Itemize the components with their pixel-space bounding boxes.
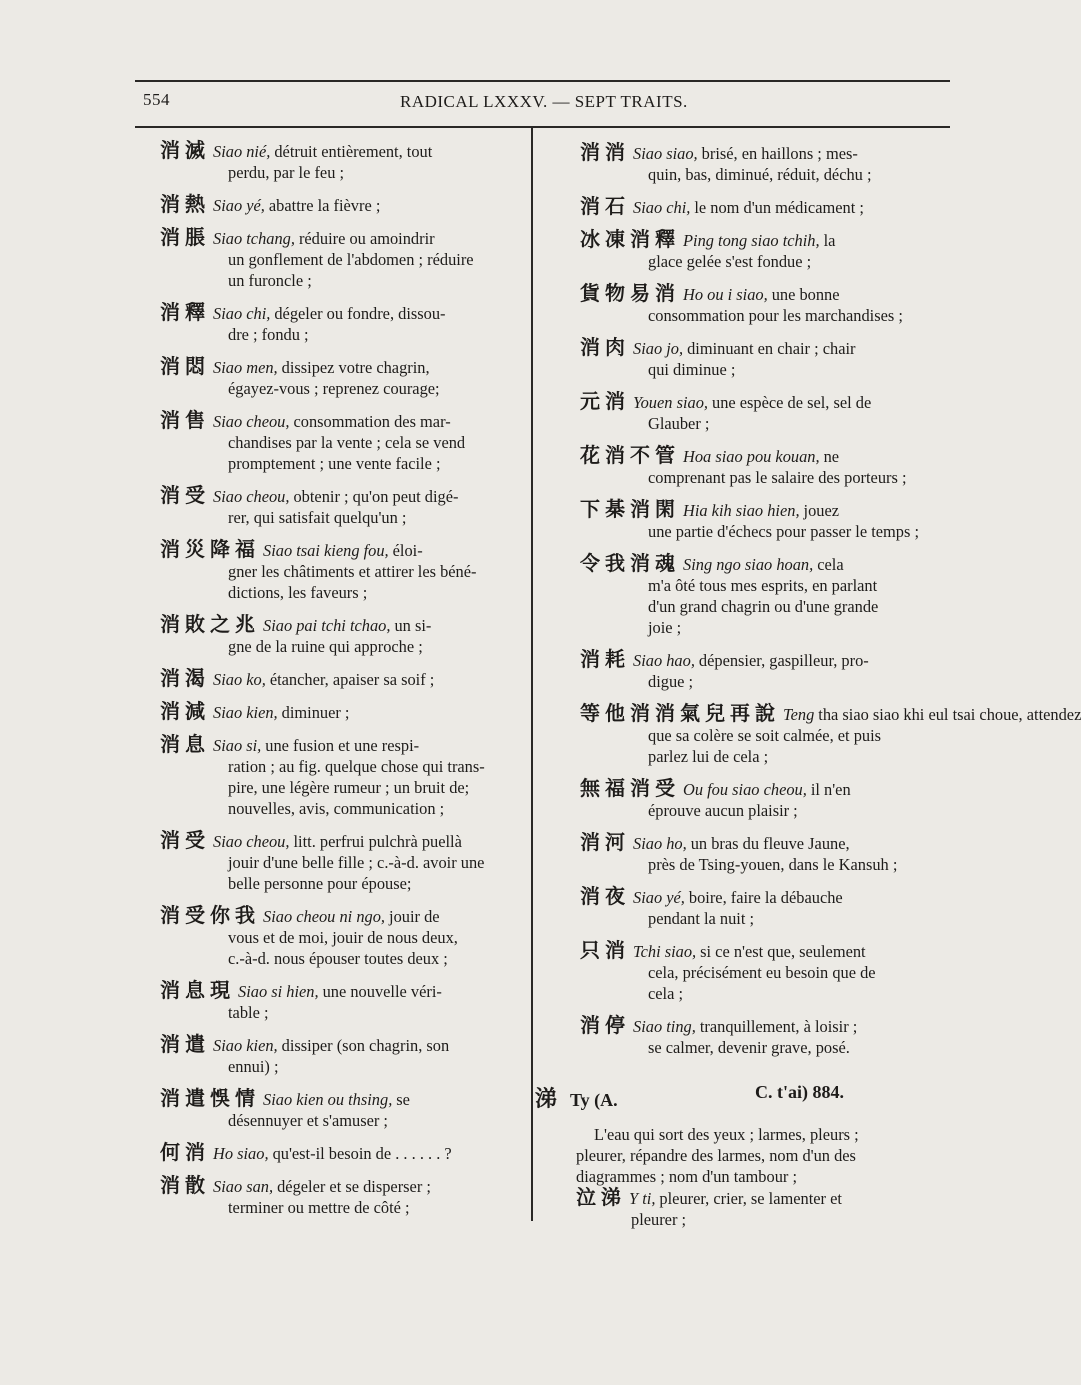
entry-first-line bbox=[160, 140, 528, 162]
entry-characters: 消消 bbox=[580, 140, 630, 164]
entry-definition: consommation pour les marchandises ; bbox=[648, 306, 903, 325]
entry-definition: pendant la nuit ; bbox=[648, 909, 755, 928]
entry-characters: 消悶 bbox=[160, 354, 210, 378]
entry-definition: glace gelée s'est fondue ; bbox=[648, 252, 812, 271]
entry-characters: 消減 bbox=[160, 699, 210, 723]
dictionary-entry bbox=[580, 701, 1081, 767]
entry-romanization: Y ti, bbox=[629, 1189, 656, 1208]
entry-first-line bbox=[580, 832, 952, 854]
entry-romanization: Siao tchang, bbox=[213, 229, 295, 248]
entry-definition: Glauber ; bbox=[648, 414, 710, 433]
entry-definition: égayez-vous ; reprenez courage; bbox=[228, 379, 440, 398]
entry-definition: perdu, par le feu ; bbox=[228, 163, 345, 182]
left-column bbox=[160, 140, 528, 1229]
entry-definition: parlez lui de cela ; bbox=[648, 747, 769, 766]
entry-definition: jouir d'une belle fille ; c.-à-d. avoir une bbox=[228, 853, 485, 872]
column-divider bbox=[531, 126, 533, 1221]
entry-romanization: Siao jo, bbox=[633, 339, 684, 358]
entry-definition: dissiper (son chagrin, son bbox=[281, 1036, 450, 1055]
entry-romanization: Siao hao, bbox=[633, 651, 695, 670]
entry-first-line bbox=[160, 194, 528, 216]
entry-definition: tranquillement, à loisir ; bbox=[699, 1017, 858, 1036]
entry-romanization: Siao san, bbox=[213, 1177, 274, 1196]
dictionary-entry bbox=[160, 701, 528, 723]
dictionary-entry bbox=[160, 668, 528, 690]
entry-romanization: Siao chi, bbox=[213, 304, 271, 323]
entry-definition: jouez bbox=[803, 501, 840, 520]
entry-characters: 消受你我 bbox=[160, 903, 260, 927]
entry-first-line bbox=[160, 734, 528, 756]
entry-definition: dissipez votre chagrin, bbox=[281, 358, 430, 377]
section-line: diagrammes ; nom d'un tambour ; bbox=[576, 1167, 798, 1186]
dictionary-entry bbox=[580, 1015, 952, 1058]
entry-definition: table ; bbox=[228, 1003, 269, 1022]
section-line: L'eau qui sort des yeux ; larmes, pleurs ; bbox=[594, 1125, 859, 1144]
entry-definition: c.-à-d. nous épouser toutes deux ; bbox=[228, 949, 448, 968]
entry-definition: tha siao siao khi eul tsai choue, attendez bbox=[818, 705, 1081, 724]
entry-characters: 只消 bbox=[580, 938, 630, 962]
entry-characters: 消熱 bbox=[160, 192, 210, 216]
entry-characters: 消渴 bbox=[160, 666, 210, 690]
entry-romanization: Siao kien, bbox=[213, 1036, 278, 1055]
entry-definition: nouvelles, avis, communication ; bbox=[228, 799, 445, 818]
dictionary-entry bbox=[580, 778, 952, 821]
page-number: 554 bbox=[143, 90, 170, 109]
entry-characters: 消受 bbox=[160, 483, 210, 507]
entry-definition: qui diminue ; bbox=[648, 360, 736, 379]
entry-first-line bbox=[160, 539, 528, 561]
entry-romanization: Siao men, bbox=[213, 358, 278, 377]
entry-definition: éprouve aucun plaisir ; bbox=[648, 801, 798, 820]
entry-characters: 消售 bbox=[160, 408, 210, 432]
dictionary-entry bbox=[580, 886, 952, 929]
entry-definition: dégeler et se disperser ; bbox=[277, 1177, 431, 1196]
entry-definition: boire, faire la débauche bbox=[688, 888, 843, 907]
entry-romanization: Siao yé, bbox=[633, 888, 685, 907]
running-title: RADICAL LXXXV. — SEPT TRAITS. bbox=[400, 92, 688, 111]
entry-romanization: Siao tsai kieng fou, bbox=[263, 541, 389, 560]
entry-definition: terminer ou mettre de côté ; bbox=[228, 1198, 410, 1217]
entry-definition: promptement ; une vente facile ; bbox=[228, 454, 441, 473]
entry-definition: que sa colère se soit calmée, et puis bbox=[648, 726, 882, 745]
entry-romanization: Siao cheou, bbox=[213, 832, 290, 851]
entry-definition: réduire ou amoindrir bbox=[298, 229, 435, 248]
entry-definition: dre ; fondu ; bbox=[228, 325, 309, 344]
entry-definition: pleurer ; bbox=[631, 1210, 687, 1229]
header-rule-bottom bbox=[135, 126, 950, 128]
entry-romanization: Youen siao, bbox=[633, 393, 708, 412]
section-body bbox=[576, 1124, 948, 1230]
entry-definition: se bbox=[396, 1090, 410, 1109]
entry-first-line bbox=[580, 940, 952, 962]
dictionary-entry bbox=[160, 980, 528, 1023]
entry-romanization: Hia kih siao hien, bbox=[683, 501, 800, 520]
entry-romanization: Ho ou i siao, bbox=[683, 285, 768, 304]
section-title: Ty (A. bbox=[570, 1090, 618, 1110]
entry-definition: rer, qui satisfait quelqu'un ; bbox=[228, 508, 407, 527]
entry-definition: belle personne pour épouse; bbox=[228, 874, 412, 893]
entry-definition: cela bbox=[817, 555, 844, 574]
entry-definition: éloi- bbox=[392, 541, 423, 560]
entry-definition: près de Tsing-youen, dans le Kansuh ; bbox=[648, 855, 898, 874]
entry-definition: comprenant pas le salaire des porteurs ; bbox=[648, 468, 907, 487]
entry-romanization: Teng bbox=[783, 705, 815, 724]
entry-characters: 元消 bbox=[580, 389, 630, 413]
entry-characters: 下棊消閑 bbox=[580, 497, 680, 521]
entry-definition: la bbox=[823, 231, 836, 250]
dictionary-entry bbox=[160, 1142, 528, 1164]
entry-characters: 貨物易消 bbox=[580, 281, 680, 305]
entry-characters: 消河 bbox=[580, 830, 630, 854]
header-rule-top bbox=[135, 80, 950, 82]
entry-characters: 消停 bbox=[580, 1013, 630, 1037]
entry-definition: ennui) ; bbox=[228, 1057, 279, 1076]
entry-definition: se calmer, devenir grave, posé. bbox=[648, 1038, 850, 1057]
entry-characters: 令我消魂 bbox=[580, 551, 680, 575]
dictionary-entry bbox=[580, 142, 952, 185]
entry-romanization: Siao si hien, bbox=[238, 982, 319, 1001]
entry-definition: le nom d'un médicament ; bbox=[694, 198, 864, 217]
entry-first-line bbox=[160, 1175, 528, 1197]
entry-first-line bbox=[580, 196, 952, 218]
entry-definition: jouir de bbox=[389, 907, 440, 926]
dictionary-entry bbox=[160, 614, 528, 657]
entry-characters: 泣涕 bbox=[576, 1185, 626, 1209]
entry-characters: 消息現 bbox=[160, 978, 235, 1002]
entry-characters: 消耗 bbox=[580, 647, 630, 671]
right-column bbox=[580, 140, 1081, 1069]
dictionary-entry bbox=[160, 194, 528, 216]
dictionary-entry bbox=[160, 1034, 528, 1077]
entry-romanization: Siao cheou, bbox=[213, 487, 290, 506]
entry-characters: 消遣 bbox=[160, 1032, 210, 1056]
dictionary-entry bbox=[580, 283, 952, 326]
dictionary-entry bbox=[160, 356, 528, 399]
entry-romanization: Siao nié, bbox=[213, 142, 271, 161]
entry-definition: pleurer, crier, se lamenter et bbox=[659, 1189, 842, 1208]
entry-first-line bbox=[160, 701, 528, 723]
entry-first-line bbox=[580, 142, 952, 164]
entry-first-line bbox=[160, 980, 528, 1002]
entry-first-line bbox=[580, 701, 1081, 725]
entry-characters: 消災降福 bbox=[160, 537, 260, 561]
entry-definition: ne bbox=[823, 447, 840, 466]
entry-first-line bbox=[160, 485, 528, 507]
dictionary-entry bbox=[160, 227, 528, 291]
entry-characters: 消脹 bbox=[160, 225, 210, 249]
entry-definition: dépensier, gaspilleur, pro- bbox=[698, 651, 869, 670]
entry-first-line bbox=[160, 830, 528, 852]
entry-characters: 消息 bbox=[160, 732, 210, 756]
dictionary-entry bbox=[160, 410, 528, 474]
entry-definition: quin, bas, diminué, réduit, déchu ; bbox=[648, 165, 872, 184]
sub-entry bbox=[576, 1187, 948, 1209]
entry-definition: chandises par la vente ; cela se vend bbox=[228, 433, 466, 452]
entry-definition: un bras du fleuve Jaune, bbox=[690, 834, 850, 853]
entry-definition: obtenir ; qu'on peut digé- bbox=[293, 487, 459, 506]
entry-definition: il n'en bbox=[810, 780, 851, 799]
entry-definition: m'a ôté tous mes esprits, en parlant bbox=[648, 576, 878, 595]
entry-definition: si ce n'est que, seulement bbox=[700, 942, 866, 961]
dictionary-entry bbox=[580, 337, 952, 380]
dictionary-entry bbox=[160, 830, 528, 894]
entry-first-line bbox=[580, 337, 952, 359]
entry-first-line bbox=[160, 1142, 528, 1164]
entry-characters: 等他消消氣兒再說 bbox=[580, 701, 780, 725]
entry-first-line bbox=[580, 499, 952, 521]
dictionary-entry bbox=[160, 302, 528, 345]
entry-romanization: Siao ho, bbox=[633, 834, 687, 853]
entry-first-line bbox=[160, 905, 528, 927]
section-character: 涕 bbox=[535, 1087, 563, 1112]
entry-definition: litt. perfrui pulchrà puellà bbox=[293, 832, 462, 851]
entry-romanization: Siao ting, bbox=[633, 1017, 696, 1036]
entry-characters: 消石 bbox=[580, 194, 630, 218]
entry-romanization: Ping tong siao tchih, bbox=[683, 231, 820, 250]
entry-definition: cela, précisément eu besoin que de bbox=[648, 963, 876, 982]
entry-romanization: Ou fou siao cheou, bbox=[683, 780, 807, 799]
entry-characters: 消敗之兆 bbox=[160, 612, 260, 636]
entry-romanization: Siao cheou ni ngo, bbox=[263, 907, 386, 926]
entry-first-line bbox=[160, 1034, 528, 1056]
entry-definition: d'un grand chagrin ou d'une grande bbox=[648, 597, 879, 616]
dictionary-entry bbox=[160, 734, 528, 819]
dictionary-entry bbox=[160, 485, 528, 528]
dictionary-entry bbox=[580, 499, 952, 542]
entry-first-line bbox=[160, 1088, 528, 1110]
entry-definition: étancher, apaiser sa soif ; bbox=[269, 670, 435, 689]
entry-first-line bbox=[580, 283, 952, 305]
entry-definition: dégeler ou fondre, dissou- bbox=[274, 304, 446, 323]
entry-first-line bbox=[580, 553, 952, 575]
section-reference: C. t'ai) 884. bbox=[755, 1082, 844, 1102]
entry-romanization: Tchi siao, bbox=[633, 942, 697, 961]
entry-first-line bbox=[160, 668, 528, 690]
entry-first-line bbox=[160, 356, 528, 378]
entry-definition: une fusion et une respi- bbox=[265, 736, 420, 755]
entry-romanization: Siao ko, bbox=[213, 670, 266, 689]
dictionary-entry bbox=[580, 940, 952, 1004]
dictionary-entry bbox=[580, 553, 952, 638]
entry-romanization: Siao cheou, bbox=[213, 412, 290, 431]
entry-definition: brisé, en haillons ; mes- bbox=[701, 144, 858, 163]
entry-romanization: Siao yé, bbox=[213, 196, 265, 215]
entry-first-line bbox=[580, 886, 952, 908]
entry-definition: une espèce de sel, sel de bbox=[712, 393, 872, 412]
entry-definition: gner les châtiments et attirer les béné- bbox=[228, 562, 477, 581]
entry-first-line bbox=[580, 445, 952, 467]
entry-characters: 冰凍消釋 bbox=[580, 227, 680, 251]
entry-definition: une nouvelle véri- bbox=[322, 982, 442, 1001]
dictionary-entry bbox=[580, 832, 952, 875]
entry-romanization: Siao kien, bbox=[213, 703, 278, 722]
entry-first-line bbox=[580, 778, 952, 800]
entry-definition: un si- bbox=[394, 616, 432, 635]
entry-romanization: Siao siao, bbox=[633, 144, 698, 163]
entry-first-line bbox=[580, 229, 952, 251]
entry-romanization: Hoa siao pou kouan, bbox=[683, 447, 820, 466]
entry-first-line bbox=[160, 410, 528, 432]
dictionary-entry bbox=[160, 905, 528, 969]
entry-definition: diminuant en chair ; chair bbox=[687, 339, 856, 358]
entry-romanization: Siao chi, bbox=[633, 198, 691, 217]
entry-definition: qu'est-il besoin de . . . . . . ? bbox=[272, 1144, 452, 1163]
dictionary-entry bbox=[580, 391, 952, 434]
dictionary-entry bbox=[580, 649, 952, 692]
dictionary-entry bbox=[160, 140, 528, 183]
entry-first-line bbox=[160, 227, 528, 249]
entry-definition: consommation des mar- bbox=[293, 412, 451, 431]
dictionary-entry bbox=[580, 445, 952, 488]
entry-romanization: Siao kien ou thsing, bbox=[263, 1090, 393, 1109]
entry-definition: désennuyer et s'amuser ; bbox=[228, 1111, 388, 1130]
entry-characters: 何消 bbox=[160, 1140, 210, 1164]
entry-first-line bbox=[580, 649, 952, 671]
entry-characters: 消受 bbox=[160, 828, 210, 852]
entry-definition: détruit entièrement, tout bbox=[274, 142, 433, 161]
entry-definition: abattre la fièvre ; bbox=[268, 196, 381, 215]
entry-characters: 消肉 bbox=[580, 335, 630, 359]
entry-characters: 消釋 bbox=[160, 300, 210, 324]
entry-definition: vous et de moi, jouir de nous deux, bbox=[228, 928, 458, 947]
dictionary-entry bbox=[580, 229, 952, 272]
entry-definition: une partie d'échecs pour passer le temps ; bbox=[648, 522, 920, 541]
entry-definition: digue ; bbox=[648, 672, 694, 691]
section-line: pleurer, répandre des larmes, nom d'un des bbox=[576, 1146, 856, 1165]
entry-definition: cela ; bbox=[648, 984, 684, 1003]
section-heading bbox=[535, 1082, 895, 1113]
dictionary-entry bbox=[580, 196, 952, 218]
dictionary-entry bbox=[160, 539, 528, 603]
entry-definition: ration ; au fig. quelque chose qui trans- bbox=[228, 757, 485, 776]
entry-definition: joie ; bbox=[648, 618, 682, 637]
entry-first-line bbox=[580, 1015, 952, 1037]
entry-definition: un gonflement de l'abdomen ; réduire bbox=[228, 250, 474, 269]
entry-characters: 花消不管 bbox=[580, 443, 680, 467]
entry-first-line bbox=[580, 391, 952, 413]
entry-romanization: Sing ngo siao hoan, bbox=[683, 555, 814, 574]
entry-romanization: Siao pai tchi tchao, bbox=[263, 616, 391, 635]
entry-characters: 消滅 bbox=[160, 138, 210, 162]
entry-definition: une bonne bbox=[771, 285, 840, 304]
entry-characters: 消夜 bbox=[580, 884, 630, 908]
entry-characters: 消散 bbox=[160, 1173, 210, 1197]
entry-definition: diminuer ; bbox=[281, 703, 350, 722]
entry-romanization: Ho siao, bbox=[213, 1144, 269, 1163]
entry-first-line bbox=[160, 302, 528, 324]
entry-characters: 消遣悞情 bbox=[160, 1086, 260, 1110]
entry-first-line bbox=[160, 614, 528, 636]
entry-definition: un furoncle ; bbox=[228, 271, 312, 290]
entry-definition: gne de la ruine qui approche ; bbox=[228, 637, 423, 656]
entry-definition: dictions, les faveurs ; bbox=[228, 583, 368, 602]
dictionary-entry bbox=[160, 1088, 528, 1131]
entry-characters: 無福消受 bbox=[580, 776, 680, 800]
dictionary-entry bbox=[160, 1175, 528, 1218]
entry-definition: pire, une légère rumeur ; un bruit de; bbox=[228, 778, 470, 797]
entry-romanization: Siao si, bbox=[213, 736, 262, 755]
